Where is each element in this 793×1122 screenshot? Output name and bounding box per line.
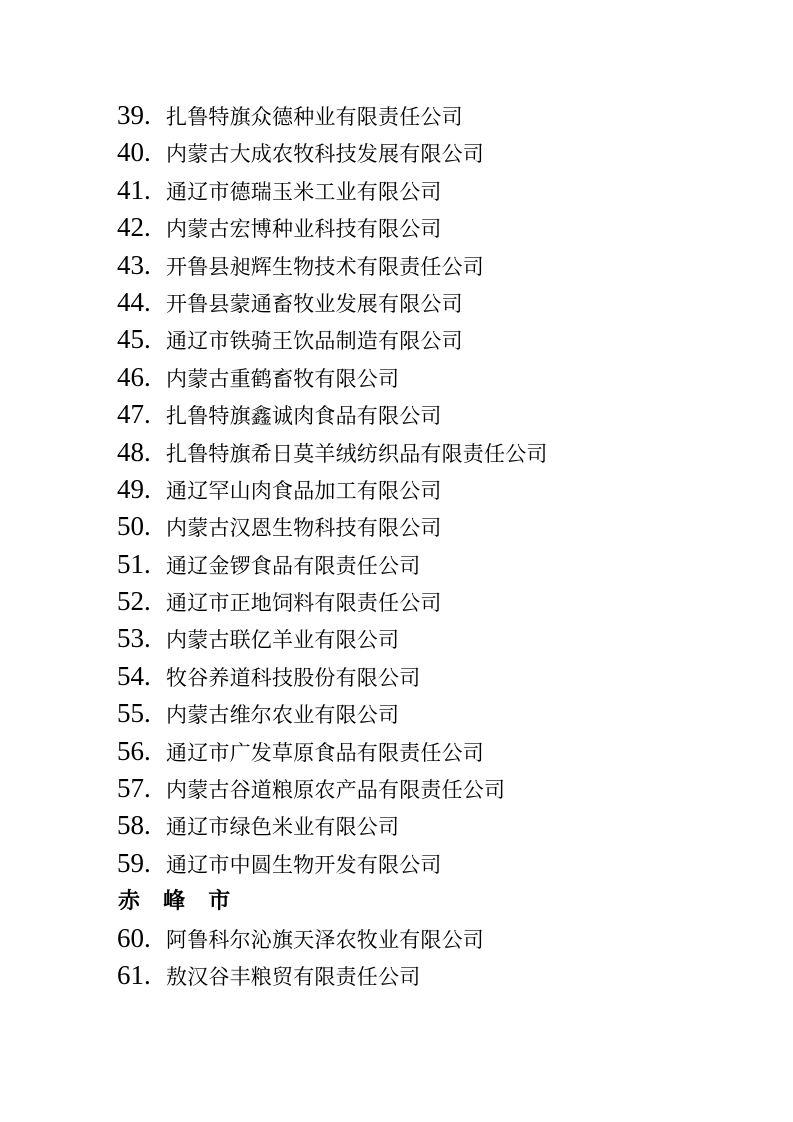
company-name: 开鲁县昶辉生物技术有限责任公司: [166, 254, 484, 279]
item-number: 47.: [117, 399, 151, 430]
company-name: 内蒙古维尔农业有限公司: [166, 703, 400, 728]
company-name: 扎鲁特旗众德种业有限责任公司: [166, 105, 463, 129]
item-number: 50.: [117, 511, 151, 542]
list-item: [117, 695, 743, 732]
item-number: 59.: [117, 847, 151, 878]
company-name: 牧谷养道科技股份有限公司: [166, 665, 421, 690]
item-number: 41.: [117, 174, 151, 205]
company-name: 扎鲁特旗希日莫羊绒纺织品有限责任公司: [166, 441, 548, 466]
company-name: 通辽市绿色米业有限公司: [166, 815, 400, 840]
item-number: 55.: [117, 698, 151, 729]
list-item: [117, 845, 743, 882]
item-number: 43.: [117, 249, 151, 280]
item-number: 48.: [117, 436, 151, 467]
list-item: [117, 396, 743, 433]
list-item: [117, 172, 743, 209]
item-number: 39.: [117, 100, 151, 130]
item-number: 54.: [117, 660, 151, 691]
list-item: [117, 247, 743, 284]
item-number: 52.: [117, 586, 151, 617]
item-number: 40.: [117, 137, 151, 168]
item-number: 58.: [117, 810, 151, 841]
item-number: 42.: [117, 212, 151, 243]
item-number: 51.: [117, 548, 151, 579]
company-name: 内蒙古宏博种业科技有限公司: [166, 217, 442, 242]
company-name: 内蒙古汉恩生物科技有限公司: [166, 516, 442, 541]
list-item: [117, 658, 743, 695]
list-item: [117, 583, 743, 620]
company-name: 通辽市德瑞玉米工业有限公司: [166, 179, 442, 204]
company-name: 敖汉谷丰粮贸有限责任公司: [166, 964, 421, 989]
item-number: 46.: [117, 361, 151, 392]
item-number: 49.: [117, 473, 151, 504]
list-item: [117, 733, 743, 770]
company-name: 扎鲁特旗鑫诚肉食品有限公司: [166, 404, 442, 429]
item-number: 44.: [117, 286, 151, 317]
list-item: [117, 620, 743, 657]
list-item: [117, 209, 743, 246]
list-item: [117, 546, 743, 583]
company-name: 通辽金锣食品有限责任公司: [166, 553, 421, 578]
item-number: 57.: [117, 773, 151, 804]
company-name: 阿鲁科尔沁旗天泽农牧业有限公司: [166, 927, 484, 952]
company-name: 内蒙古大成农牧科技发展有限公司: [166, 142, 484, 167]
item-number: 61.: [117, 959, 151, 990]
item-number: 60.: [117, 922, 151, 953]
list-item: [117, 134, 743, 171]
item-number: 53.: [117, 623, 151, 654]
company-name: 通辽市正地饲料有限责任公司: [166, 591, 442, 616]
city-section-heading-text: 赤 峰 市: [118, 888, 231, 914]
company-name: 内蒙古谷道粮原农产品有限责任公司: [166, 778, 506, 803]
list-item: [117, 508, 743, 545]
list-item: [117, 957, 743, 994]
list-item: [117, 434, 743, 471]
list-item: [117, 284, 743, 321]
company-name: 开鲁县蒙通畜牧业发展有限公司: [166, 291, 463, 316]
company-name: 通辽市铁骑王饮品制造有限公司: [166, 329, 463, 354]
item-number: 45.: [117, 324, 151, 355]
list-item: [117, 807, 743, 844]
company-name: 内蒙古重鹤畜牧有限公司: [166, 366, 400, 391]
company-name: 内蒙古联亿羊业有限公司: [166, 628, 400, 653]
list-item: [117, 359, 743, 396]
company-name: 通辽罕山肉食品加工有限公司: [166, 478, 442, 503]
list-item: [117, 471, 743, 508]
list-item: [117, 920, 743, 957]
list-item: [117, 770, 743, 807]
list-item: [117, 321, 743, 358]
city-section-heading-chifeng: [117, 882, 743, 919]
company-name: 通辽市中圆生物开发有限公司: [166, 852, 442, 877]
list-item: [117, 97, 743, 134]
item-number: 56.: [117, 735, 151, 766]
company-name: 通辽市广发草原食品有限责任公司: [166, 740, 484, 765]
